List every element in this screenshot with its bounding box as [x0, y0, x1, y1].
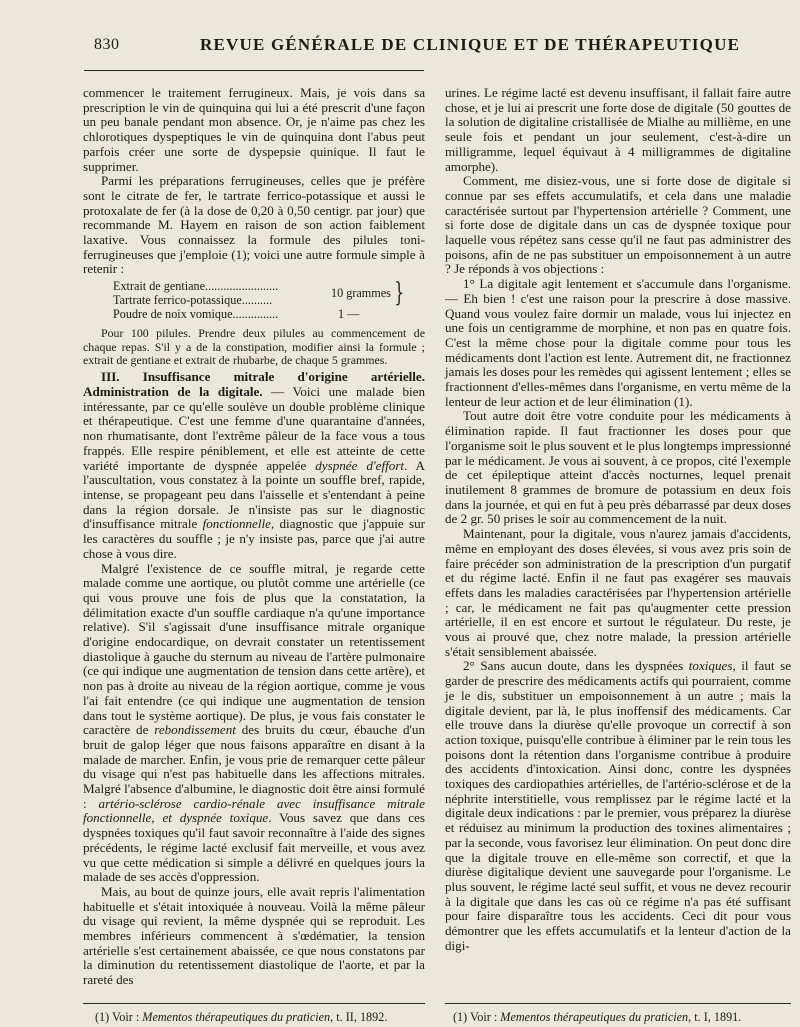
left-paragraph-2: Parmi les préparations ferrugineuses, celles que je préfère sont le citrate de fer, le tartrate ferrico-potassique et aussi le protoxalate de fer (à la dose de 0,20 à 0,50 centigr. par jour) que recommande M. Hayem en raison de son action faiblement laxative. Vous connaissez la formule des pilules toni-ferrugineuses que j'emploie (1); voici une autre formule simple à retenir : — [83, 173, 425, 277]
section-heading: III. Insuffisance mitrale d'origine artérielle. Administration de la digitale. — [83, 369, 425, 400]
formula-ingredient-tartrate: Tartrate ferrico-potassique.......... — [113, 293, 273, 308]
left-paragraph-6: Mais, au bout de quinze jours, elle avait repris l'alimentation habituelle et s'était intoxiquée à nouveau. Voilà la même pâleur du visage qui revient, la même dyspnée qui se reproduit. Les membres inférieurs commencent à s'œdématier, la tension artérielle s'est certainement abaissée, ce que nous constatons par la diminution du retentissement diastolique de l'aorte, et par la rareté des — [83, 883, 425, 988]
left-column — [83, 86, 425, 988]
left-paragraph-5: Malgré l'existence de ce souffle mitral, je regarde cette malade comme une aortique, ou plutôt comme une artérielle (ce qui vous prouve une fois de plus que la constatation, la délimitation exacte d'un souffle cardiaque n'a qu'une importance relative). S'il s'agissait d'une insuffisance mitrale organique d'origine endocardique, on devrait constater un retentissement diastolique à gauche du sternum au niveau de l'artère pulmonaire (ce qui indique une augmentation de tension dans cette artère), et non pas à droite au niveau de la région aortique, comme je vous l'ai fait entendre (ce qui indique une augmentation de tension dans tout le système aortique). De plus, je vous fais constater le caractère de rebondissement des bruits du cœur, ébauche d'un bruit de galop léger que nous faisons apparaître en disant à la malade de marcher. Enfin, je vous prie de remarquer cette pâleur du visage qui n'est pas habituelle dans les affections mitrales. Malgré l'absence d'albumine, le diagnostic doit être ainsi formulé : artério-sclérose cardio-rénale avec insuffisance mitrale fonctionnelle, et dyspnée toxique. Vous savez que dans ces dyspnées toxiques qu'il faut savoir reconnaître à l'aide des signes précédents, le régime lacté exclusif fait merveille, et vous avez vu que cette médication si simple a délivré en quelques jours la malade de ses accès d'oppression. — [83, 560, 425, 885]
page-number: 830 — [94, 36, 120, 53]
left-footnote-rule — [83, 1003, 425, 1004]
pill-formula — [83, 279, 425, 325]
left-footnote: (1) Voir : Mementos thérapeutiques du praticien, t. II, 1892. — [95, 1010, 388, 1024]
right-paragraph-4: Tout autre doit être votre conduite pour les médicaments à élimination rapide. Il faut fractionner les doses pour que l'organisme soit le plus souvent et le plus longtemps impressionné par le médicament. Je vous ai souvent, à ce propos, cité l'exemple de cet épileptique atteint d'accès nocturnes, lequel prenait inutilement 8 grammes de bromure de potassium en deux fois dans la journée, et qui en fut à peu près débarrassé par deux doses de 2 gr. 50 prises le soir au commencement de la nuit. — [445, 408, 791, 527]
right-paragraph-6: 2° Sans aucun doute, dans les dyspnées toxiques, il faut se garder de prescrire des médicaments actifs qui pourraient, comme je le dis, substituer un empoisonnement à un autre ; mais la digitale devient, par là, le plus inoffensif des médicaments. Car elle trouve dans la diurèse qu'elle provoque un correctif à son action toxique, puisqu'elle contribue à éliminer par le rein tous les poisons dont la rétention dans l'organisme contribue à produire des accidents d'intoxication. Ainsi donc, contre les dyspnées toxiques des cardiopathies artérielles, de l'artério-sclérose et de la néphrite interstitielle, vous remplissez par le régime lacté et la digitale deux indications : par le premier, vous préparez la diurèse et réduisez au minimum la production des toxines alimentaires ; par la seconde, vous favorisez leur élimination. On peut donc dire que la digitale trouve en elle-même son correctif, et que la diurèse digitalique devient une sauvegarde pour l'organisme. Le plus souvent, le régime lacté seul suffit, et vous ne devez recourir à la digitale que dans les cas où ce régime n'a pas été suffisant pour faire disparaître tous les accidents. Ceci dit pour vous démontrer que les effets accumulatifs et la lenteur d'action de la digi- — [445, 658, 792, 953]
running-title: REVUE GÉNÉRALE DE CLINIQUE ET DE THÉRAPEUTIQUE — [200, 35, 741, 54]
right-footnote-rule — [445, 1003, 791, 1004]
right-paragraph-2: Comment, me disiez-vous, une si forte dose de digitale si connue par ses effets accumulatifs, et cela dans une maladie caractérisée surtout par l'hypertension artérielle ? Comment, une si forte dose de digitale dans un cas de dyspnée toxique pour laquelle vous répétez sans cesse qu'il ne faut pas administrer des poisons, afin de ne pas substituer un empoisonnement à un autre ? Je réponds à vos objections : — [445, 173, 791, 277]
right-paragraph-5: Maintenant, pour la digitale, vous n'aurez jamais d'accidents, même en employant des doses élevées, si vous avez pris soin de faire précéder son administration de la prescription d'un purgatif et du régime lacté. Enfin il ne faut pas exagérer ses mauvais effets dans les maladies caractérisées par l'hypertension artérielle ; car, le médicament ne fait pas qu'augmenter cette pression artérielle, il en est encore et surtout le régulateur. Du reste, je vous ai prouvé que, chez notre malade, la pression artérielle s'était sensiblement abaissée. — [445, 526, 791, 659]
formula-ingredient-gentiane: Extrait de gentiane........................ — [113, 279, 279, 294]
formula-ingredient-noix-vomique: Poudre de noix vomique............... — [113, 307, 279, 322]
left-paragraph-3: Pour 100 pilules. Prendre deux pilules au commencement de chaque repas. S'il y a de la constipation, modifier ainsi la formule ; extrait de gentiane et extrait de rhubarbe, de chaque 5 grammes. — [83, 326, 425, 367]
left-paragraph-1: commencer le traitement ferrugineux. Mais, je vois dans sa prescription le vin de quinquina qui lui a été prescrit d'une façon un peu banale pendant mon absence. Or, je n'aime pas chez les chlorotiques dyspeptiques le vin de quinquina dont l'abus peut parfois créer une sorte de dyspepsie quinique. Il faut le supprimer. — [83, 85, 425, 174]
left-paragraph-4: III. Insuffisance mitrale d'origine artérielle. Administration de la digitale. — Voici une malade bien intéressante, par ce qu'elle soulève un double problème clinique et thérapeutique. C'est une femme d'une quarantaine d'années, non rhumatisante, dont l'extrême pâleur de la face vous a tous frappés. Elle respire péniblement, et elle est atteinte de cette variété importante de dyspnée appelée dyspnée d'effort. A l'auscultation, vous constatez à la pointe un souffle bref, rapide, intense, se propageant peu dans l'aisselle et s'entendant à peine dans la région dorsale. Je n'insiste pas sur le diagnostic d'insuffisance mitrale fonctionnelle, diagnostic que j'appuie sur les caractères du souffle ; je n'y insiste pas, parce que j'ai autre chose à vous dire. — [83, 369, 425, 561]
header-rule — [84, 70, 424, 71]
right-paragraph-1: urines. Le régime lacté est devenu insuffisant, il fallait faire autre chose, et je lui ai prescrit une forte dose de digitale (50 gouttes de la solution de digitaline cristallisée de Mialhe au millième, en une seule fois et pendant un jour seulement, c'est-à-dire un milligramme, lequel équivaut à 4 milligrammes de digitaline amorphe). — [445, 85, 791, 174]
formula-dose-1: 1 — — [338, 307, 360, 322]
right-column — [445, 86, 791, 953]
right-paragraph-3: 1° La digitale agit lentement et s'accumule dans l'organisme. — Eh bien ! c'est une raison pour la prescrire à dose massive. Quand vous voulez faire dormir un malade, vous lui injectez en une fois un centigramme de morphine, et non pas en quatre fois. C'est la même chose pour la digitale comme pour tous les médicaments dont l'action est lente. Autrement dit, ne fractionnez jamais les doses pour les remèdes qui agissent lentement ; elles se fractionnent d'elles-mêmes dans l'organisme, en vertu même de la lenteur de leur action et de leur élimination (1). — [445, 276, 791, 409]
formula-brace: } — [394, 278, 405, 309]
right-footnote: (1) Voir : Mementos thérapeutiques du praticien, t. I, 1891. — [453, 1010, 742, 1024]
formula-dose-10-grammes: 10 grammes — [331, 286, 391, 301]
